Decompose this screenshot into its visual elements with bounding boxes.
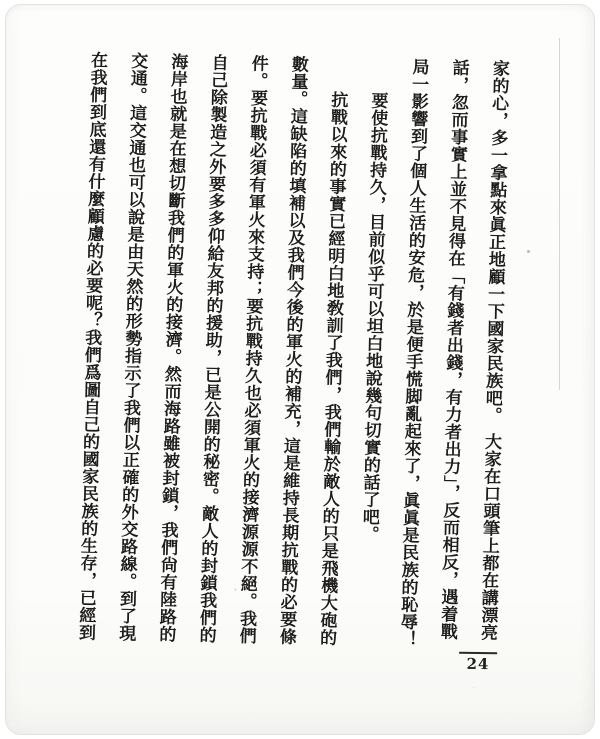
text-column-7: 件。要抗戰必須有軍火來支持；要抗戰持久也必須軍火的接濟源源不絕。我們 [236,54,268,645]
text-column-10: 交通。這交通也可以說是由天然的形勢指示了我們以正確的外交路線。到了現 [116,51,148,642]
page-edge-shadow [559,38,560,390]
text-block [64,51,519,660]
scan-noise-specks [527,250,530,253]
text-column-4: 要使抗戰持久，目前似乎可以坦白地說幾句切實的話了吧。 [359,56,389,543]
text-column-1: 家的心，多一拿點來眞正地顧一下國家民族吧。 大家在口頭筆上都在講漂亮 [477,59,510,642]
text-column-2: 話，忽而事實上並不見得在「有錢者出錢，有力者出力」，反而相反，遇着戰 [437,58,469,641]
text-column-5: 抗戰以來的事實已經明白地敎訓了我們，我們輸於敵人的只是飛機大砲的 [316,56,349,647]
text-column-9: 海岸也就是在想切斷我們的軍火的接濟。然而海路雖被封鎖，我們尙有陸路的 [156,52,188,643]
text-column-6: 數量。這缺陷的填補以及我們今後的軍火的補充，這是維持長期抗戰的必要條 [276,55,309,646]
text-column-3: 局一影響到了個人生活的安危，於是便手慌脚亂起來了，眞眞是民族的恥辱！ [397,57,429,648]
page-number-value: 24 [466,654,490,674]
page-number [459,652,497,674]
text-column-8: 自己除製造之外要多多仰給友邦的援助，已是公開的秘密。敵人的封鎖我們的 [196,53,228,644]
text-column-11: 在我們到底還有什麼顧慮的必要呢？我們爲圖自己的國家民族的生存，已經到 [75,50,108,642]
